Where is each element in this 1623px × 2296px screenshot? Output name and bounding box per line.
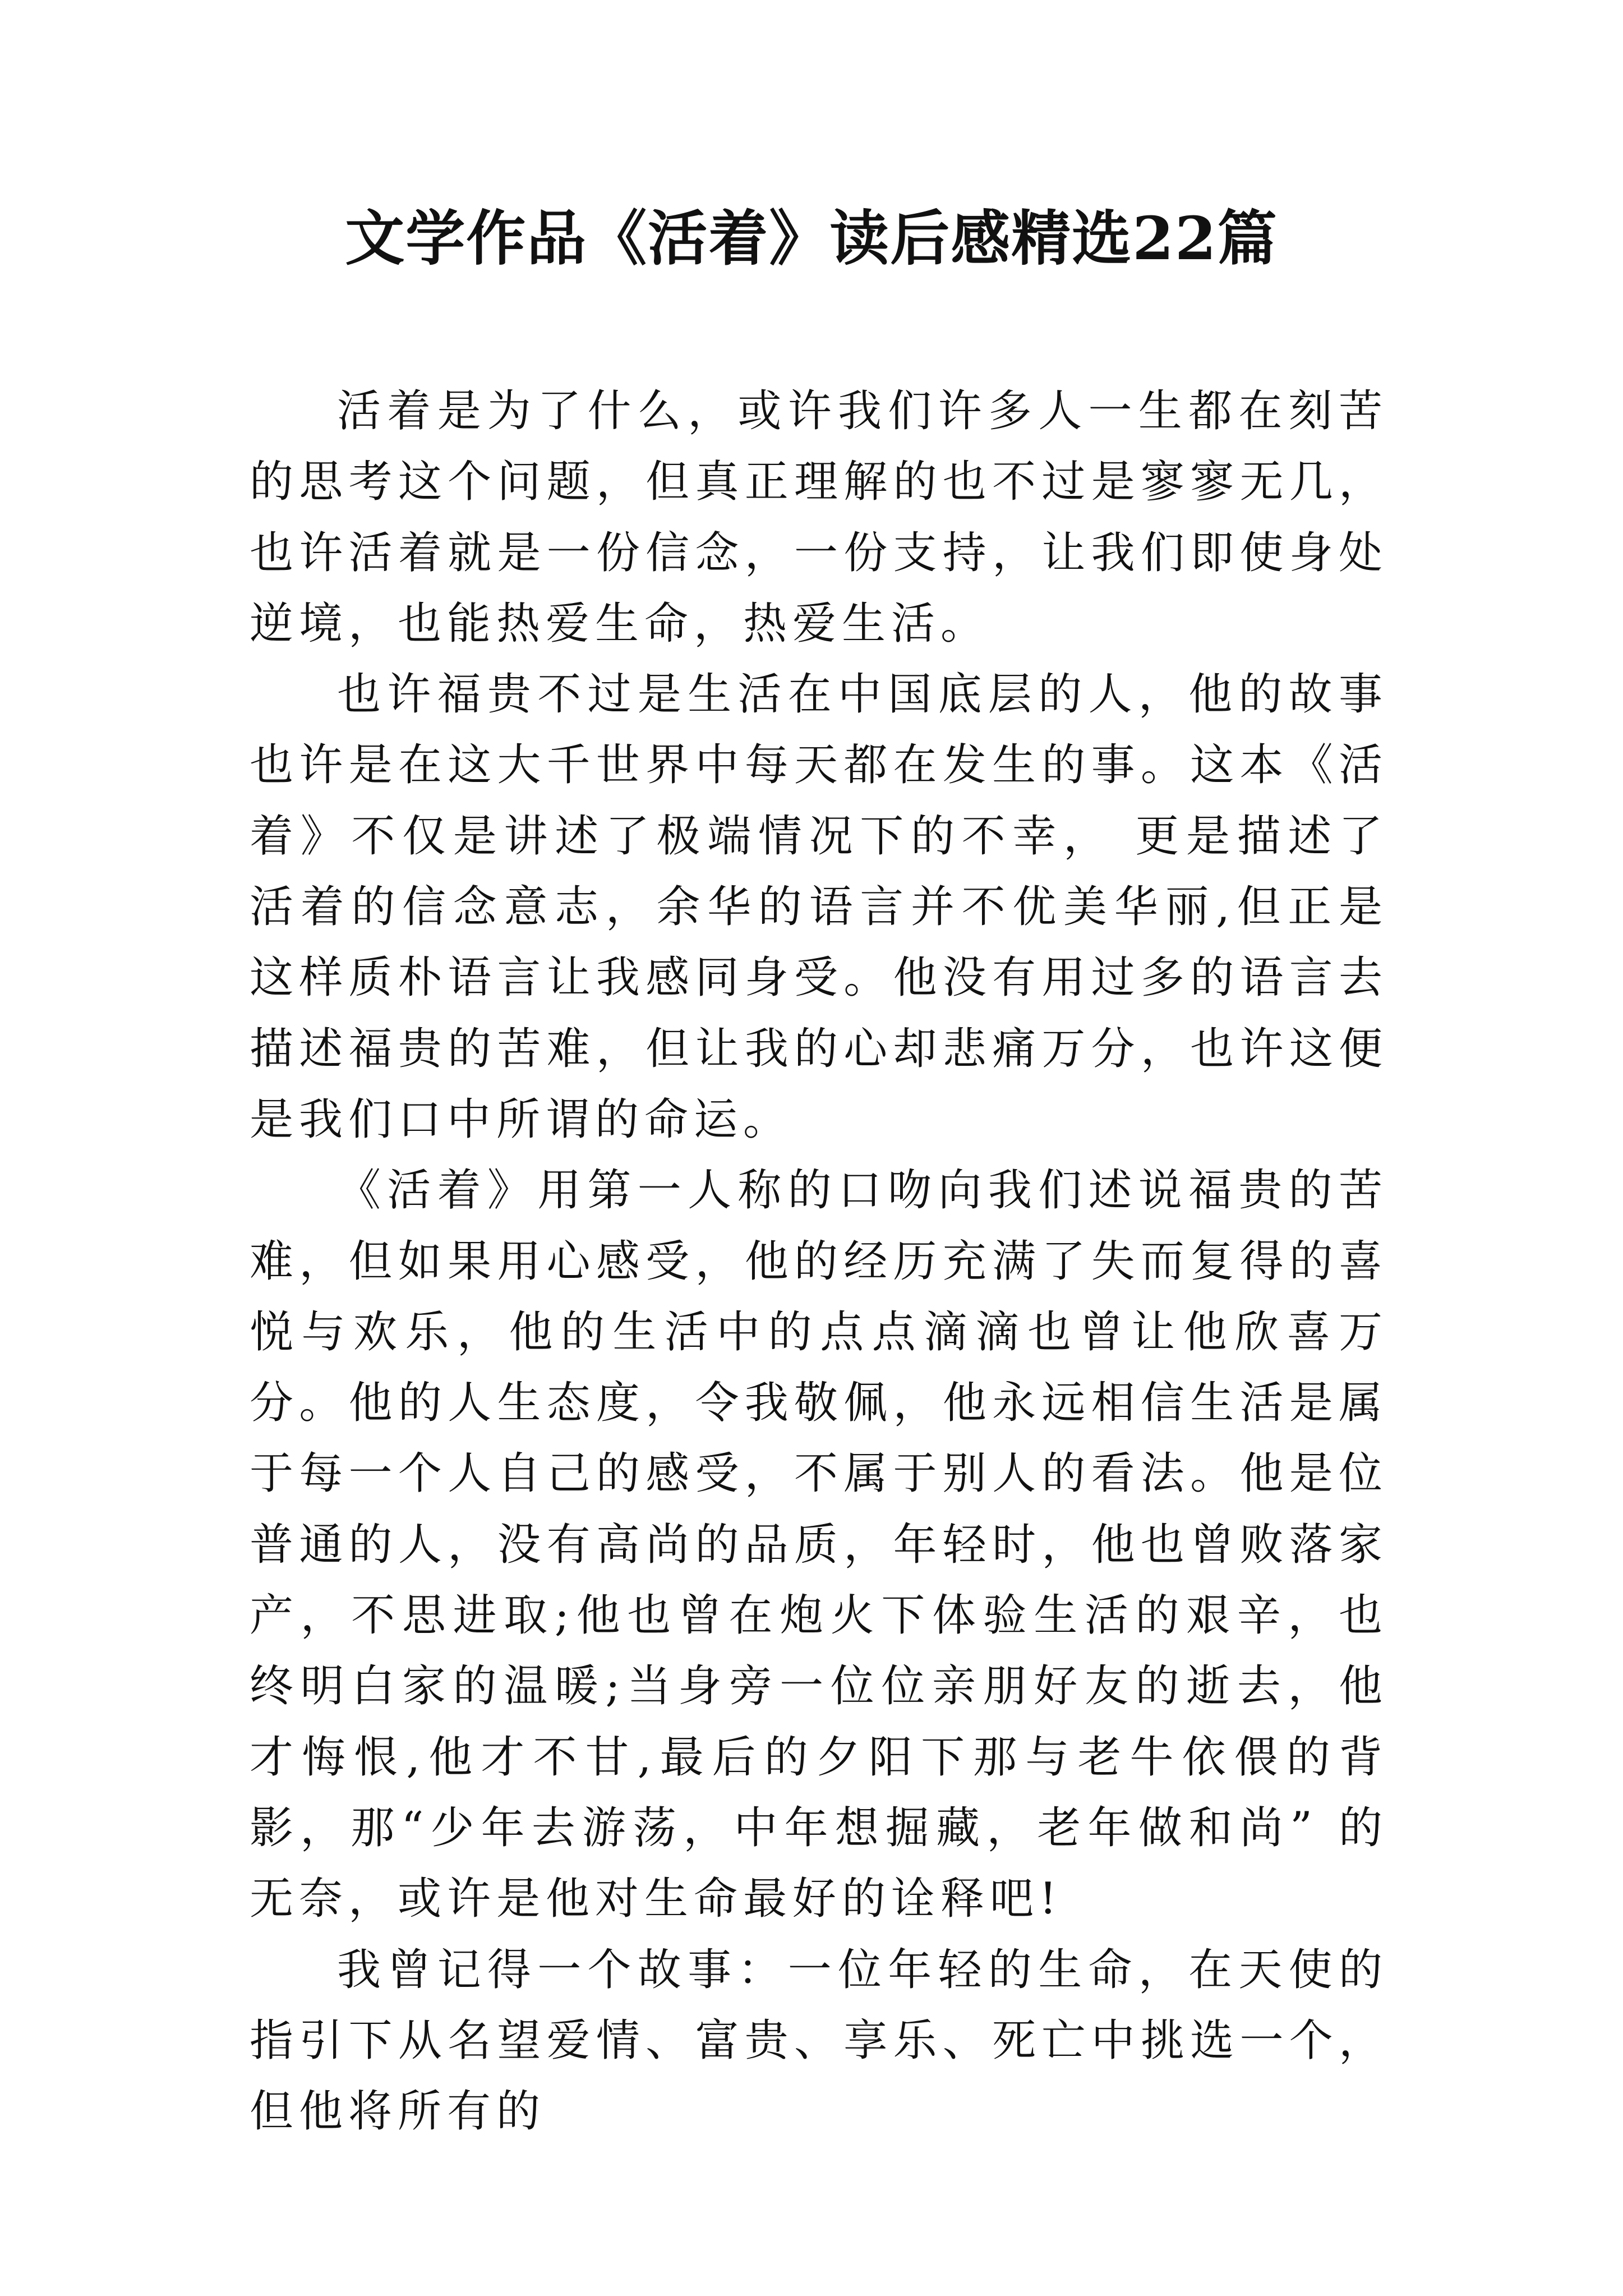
paragraph-1: 活着是为了什么，或许我们许多人一生都在刻苦的思考这个问题，但真正理解的也不过是寥寥无几，也许活着就是一份信念，一份支持，让我们即使身处逆境，也能热爱生命，热爱生活。 — [250, 386, 1388, 649]
paragraph-2: 也许福贵不过是生活在中国底层的人，他的故事也许是在这大千世界中每天都在发生的事。这本《活着》不仅是讲述了极端情况下的不幸， 更是描述了活着的信念意志，余华的语言并不优美华丽,但正是这样质朴语言让我感同身受。他没有用过多的语言去描述福贵的苦难，但让我的心却悲痛万分，也许这便是我们口中所谓的命运。 — [250, 669, 1388, 1145]
paragraph-3: 《活着》用第一人称的口吻向我们述说福贵的苦难，但如果用心感受，他的经历充满了失而复得的喜悦与欢乐，他的生活中的点点滴滴也曾让他欣喜万分。他的人生态度，令我敬佩，他永远相信生活是属于每一个人自己的感受，不属于别人的看法。他是位普通的人，没有高尚的品质，年轻时，他也曾败落家产，不思进取;他也曾在炮火下体验生活的艰辛，也终明白家的温暖;当身旁一位位亲朋好友的逝去，他才悔恨,他才不甘,最后的夕阳下那与老牛依偎的背影，那“少年去游荡，中年想掘藏，老年做和尚” 的无奈，或许是他对生命最好的诠释吧! — [250, 1165, 1388, 1925]
document-body — [250, 376, 1388, 2147]
paragraph-4: 我曾记得一个故事：一位年轻的生命，在天使的指引下从名望爱情、富贵、享乐、死亡中挑选一个，但他将所有的 — [250, 1944, 1388, 2137]
document-title: 文学作品《活着》读后感精选22篇 — [345, 203, 1278, 273]
